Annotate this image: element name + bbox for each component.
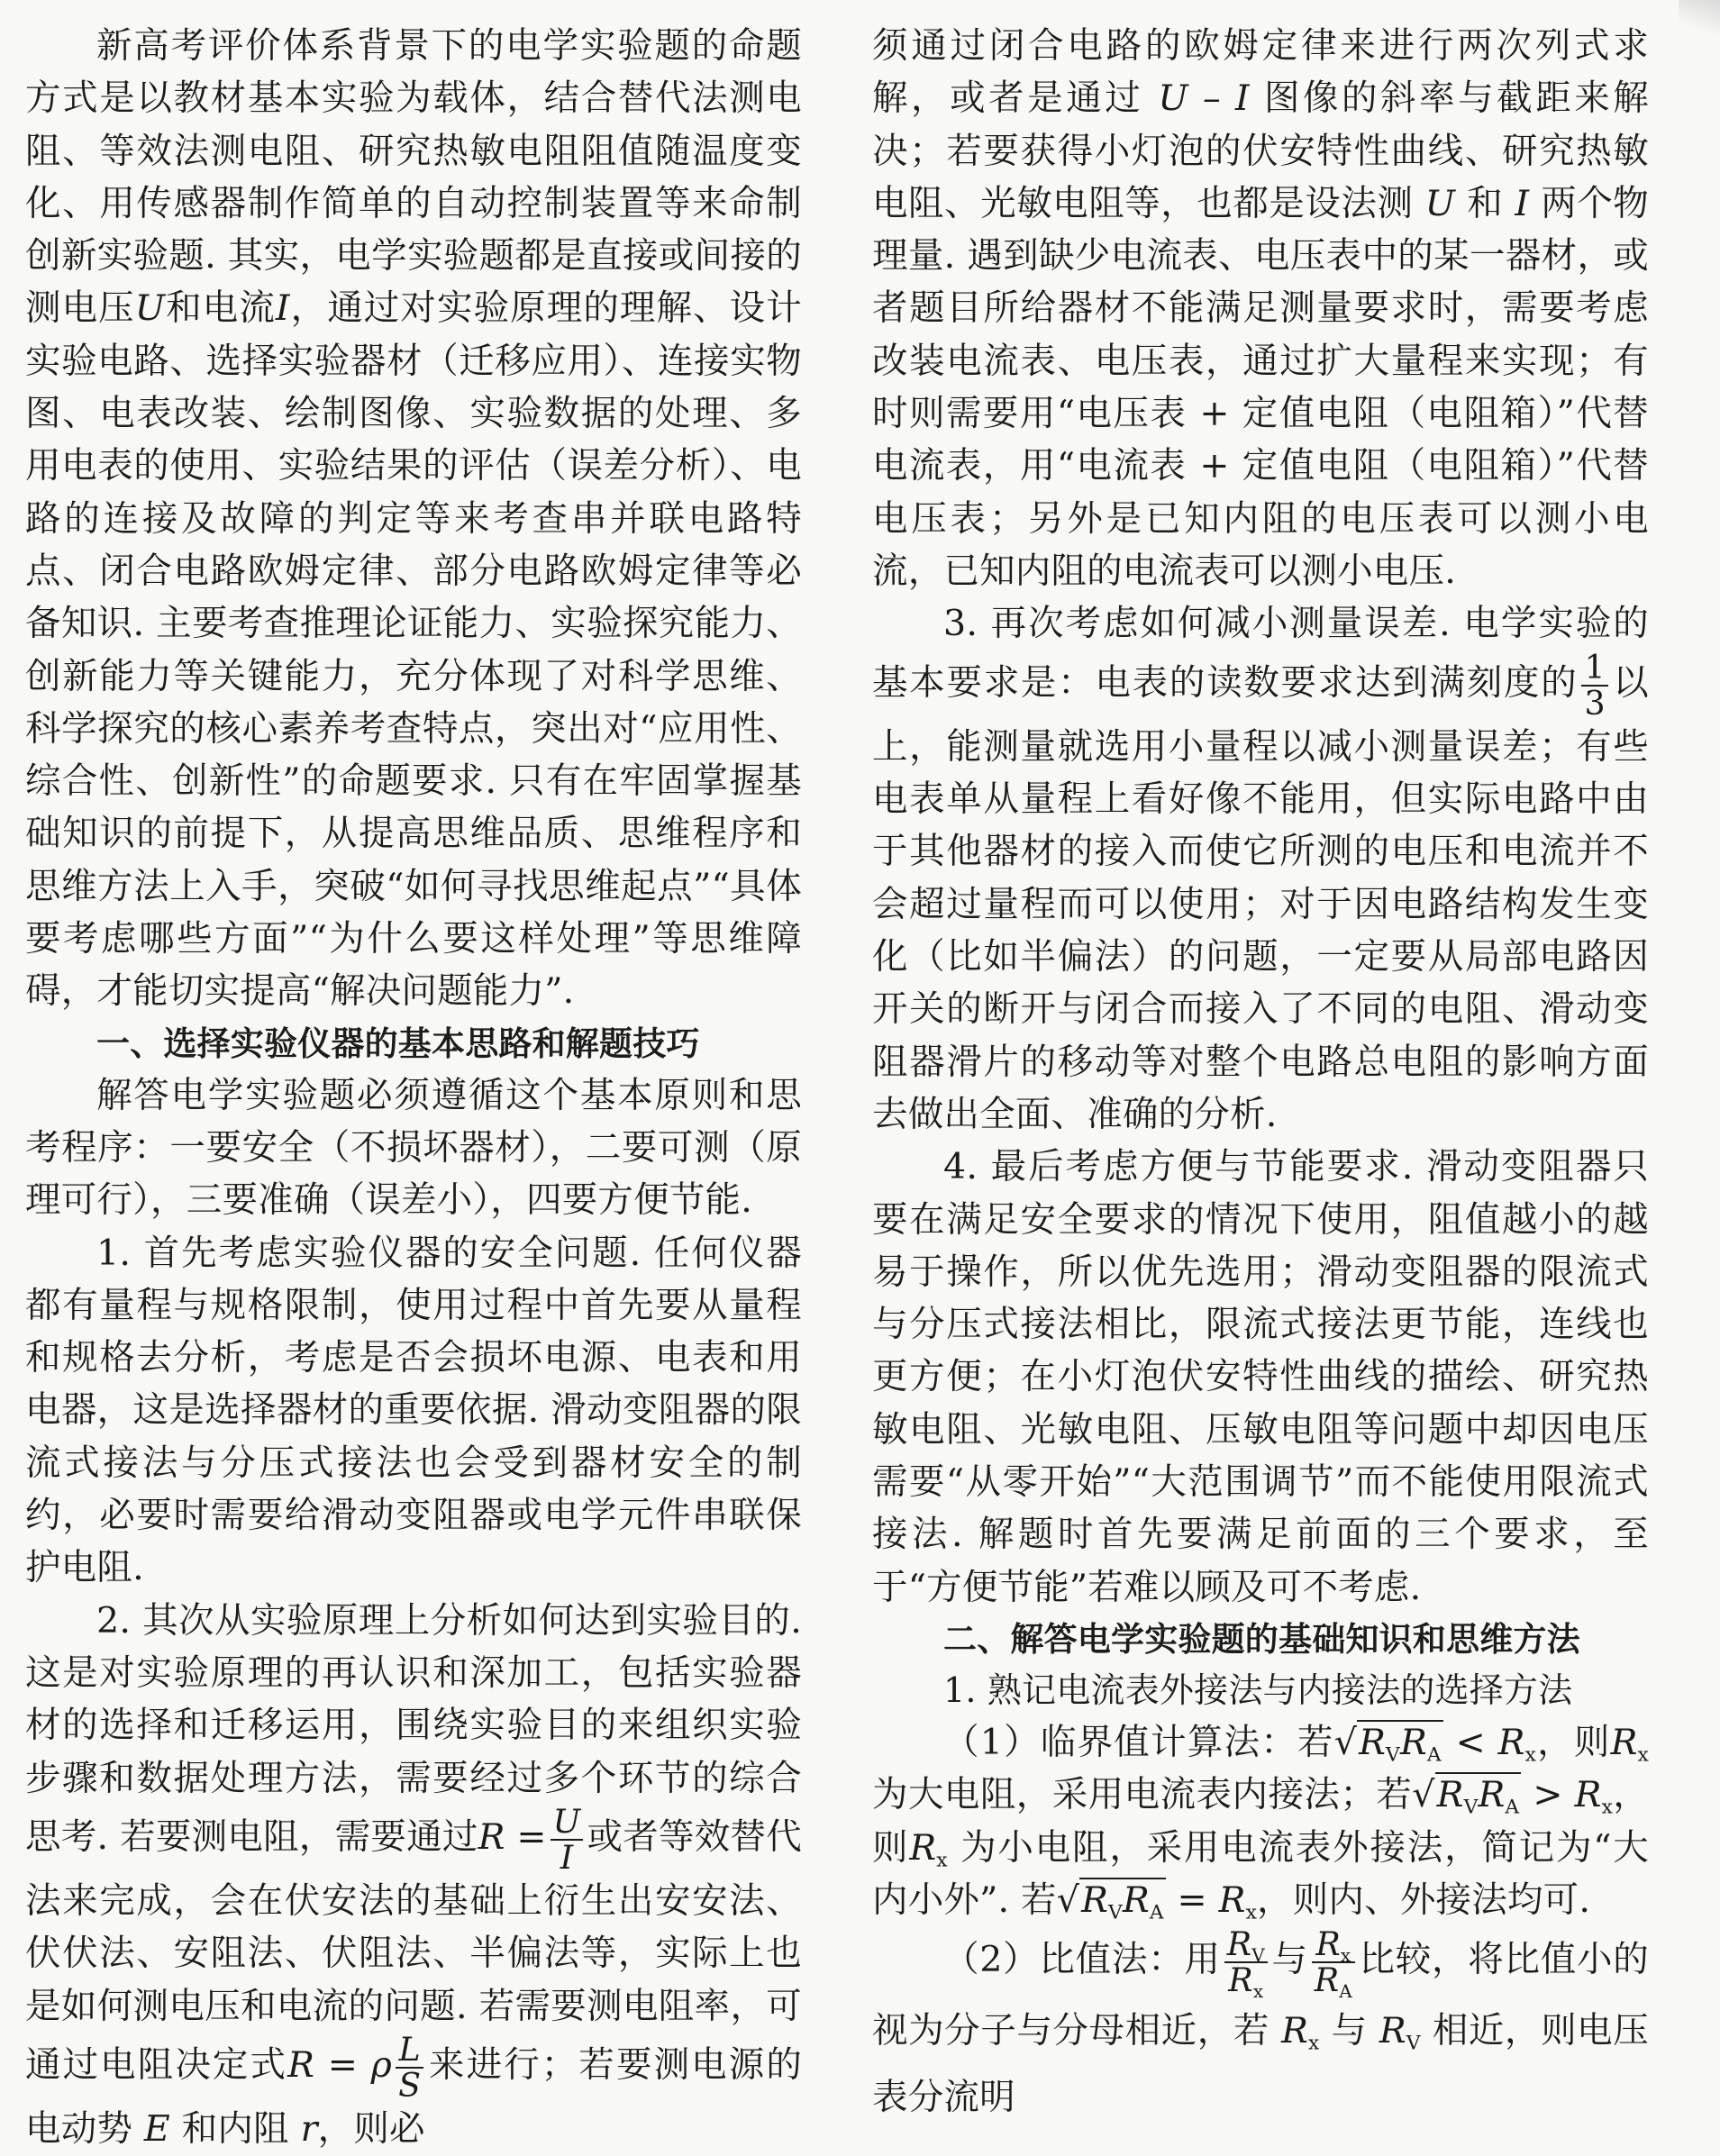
section-heading-1: 一、选择实验仪器的基本思路和解题技巧 [96,1023,700,1063]
right-column [872,20,1650,2119]
continuation-paragraph: 须通过闭合电路的欧姆定律来进行两次列式求解，或者是通过 U – I 图像的斜率与截距来解决；若要获得小灯泡的伏安特性曲线、研究热敏电阻、光敏电阻等，也都是设法测 U 和 I 两个物理量. 遇到缺少电流表、电压表中的某一器材，或者题目所给器材不能满足测量要求时，需要考虑改装电流表、电压表，通过扩大量程来实现；有时则需要用“电压表 + 定值电阻（电阻箱）”代替电流表，用“电流表 + 定值电阻（电阻箱）”代替电压表；另外是已知内阻的电压表可以测小电流，已知内阻的电流表可以测小电压. [872,25,1649,592]
safety-paragraph: 1. 首先考虑实验仪器的安全问题. 任何仪器都有量程与规格限制，使用过程中首先要从量程和规格去分析，考虑是否会损坏电源、电表和用电器，这是选择器材的重要依据. 滑动变阻器的限流式接法与分压式接法也会受到器材安全的制约，必要时需要给滑动变阻器或电学元件串联保护电阻. [25,1232,802,1589]
principle-analysis-paragraph: 2. 其次从实验原理上分析如何达到实验目的. 这是对实验原理的再认识和深加工，包括实验器材的选择和迁移运用，围绕实验目的来组织实验步骤和数据处理方法，需要经过多个环节的综合思考. 若要测电阻，需要通过R = $\frac{U}{I}$ 或者等效替代法来完成，会在伏安法的基础上衍生出安安法、伏伏法、安阻法、伏阻法、半偏法等，实际上也是如何测电压和电流的问题. 若需要测电阻率，可通过电阻决定式R = ρ $\frac{L}{S}$ 来进行；若要测电源的电动势 E 和内阻 r，则必 [25,1599,803,2151]
fraction-rx-over-ra: $\frac{R_x}{R_A}$ [1312,1927,1355,1997]
fraction-u-over-i: $\frac{U}{I}$ [551,1805,584,1875]
sqrt-rv-ra-3: $√R_VR_A$ [1056,1879,1164,1924]
convenience-paragraph: 4. 最后考虑方便与节能要求. 滑动变阻器只要在满足安全要求的情况下使用，阻值越小的越易于操作，所以优先选用；滑动变阻器的限流式与分压式接法相比，限流式接法更节能，连线也更方便；在小灯泡伏安特性曲线的描绘、研究热敏电阻、光敏电阻、压敏电阻等问题中却因电压需要“从零开始”“大范围调节”而不能使用限流式接法. 解题时首先要满足前面的三个要求，至于“方便节能”若难以顾及可不考虑. [872,1146,1649,1608]
left-column [25,20,803,2151]
ratio-method-paragraph: （2）比值法：用 $\frac{R_V}{R_x}$ 与 $\frac{R_x}{R_A}$ 比较，将比值小的视为分子与分母相近，若 $R_x$ 与 $R_V$ 相近，则电压表分流明 [872,1924,1650,2119]
section-heading-2: 二、解答电学实验题的基础知识和思维方法 [943,1619,1580,1659]
sqrt-rv-ra-2: $√R_VR_A$ [1412,1774,1520,1819]
principles-paragraph: 解答电学实验题必须遵循这个基本原则和思考程序：一要安全（不损坏器材），二要可测（原理可行），三要准确（误差小），四要方便节能. [25,1074,802,1222]
scan-corner-shadow [1679,0,1720,36]
error-reduction-paragraph: 3. 再次考虑如何减小测量误差. 电学实验的基本要求是：电表的读数要求达到满刻度的 $\frac{1}{3}$ 以上，能测量就选用小量程以减小测量误差；有些电表单从量程上看好像不能用，但实际电路中由于其他器材的接入而使它所测的电压和电流并不会超过量程而可以使用；对于因电路结构发生变化（比如半偏法）的问题，一定要从局部电路因开关的断开与闭合而接入了不同的电阻、滑动变阻器滑片的移动等对整个电路总电阻的影响方面去做出全面、准确的分析. [872,603,1649,1135]
critical-value-paragraph: （1）临界值计算法：若$√R_VR_A < R_x$，则$R_x$ 为大电阻，采用电流表内接法；若$√R_VR_A > R_x$，则$R_x$ 为小电阻，采用电流表外接法，简记为“大内小外”. 若$√R_VR_A = R_x$，则内、外接法均可. [872,1721,1649,1924]
intro-paragraph: 新高考评价体系背景下的电学实验题的命题方式是以教材基本实验为载体，结合替代法测电阻、等效法测电阻、研究热敏电阻阻值随温度变化、用传感器制作简单的自动控制装置等来命制创新实验题. 其实，电学实验题都是直接或间接的测电压U和电流I，通过对实验原理的理解、设计实验电路、选择实验器材（迁移应用）、连接实物图、电表改装、绘制图像、实验数据的处理、多用电表的使用、实验结果的评估（误差分析）、电路的连接及故障的判定等来考查串并联电路特点、闭合电路欧姆定律、部分电路欧姆定律等必备知识. 主要考查推理论证能力、实验探究能力、创新能力等关键能力，充分体现了对科学思维、科学探究的核心素养考查特点，突出对“应用性、综合性、创新性”的命题要求. 只有在牢固掌握基础知识的前提下，从提高思维品质、思维程序和思维方法上入手，突破“如何寻找思维起点”“具体要考虑哪些方面”“为什么要这样处理”等思维障碍，才能切实提高“解决问题能力”. [25,25,802,1013]
sqrt-rv-ra-1: $√R_VR_A$ [1333,1721,1442,1767]
fraction-rv-over-rx: $\frac{R_V}{R_x}$ [1224,1927,1268,1997]
fraction-l-over-s: $\frac{L}{S}$ [396,2033,423,2103]
subheading-ammeter-method: 1. 熟记电流表外接法与内接法的选择方法 [943,1669,1573,1710]
fraction-one-third: $\frac{1}{3}$ [1581,650,1607,721]
